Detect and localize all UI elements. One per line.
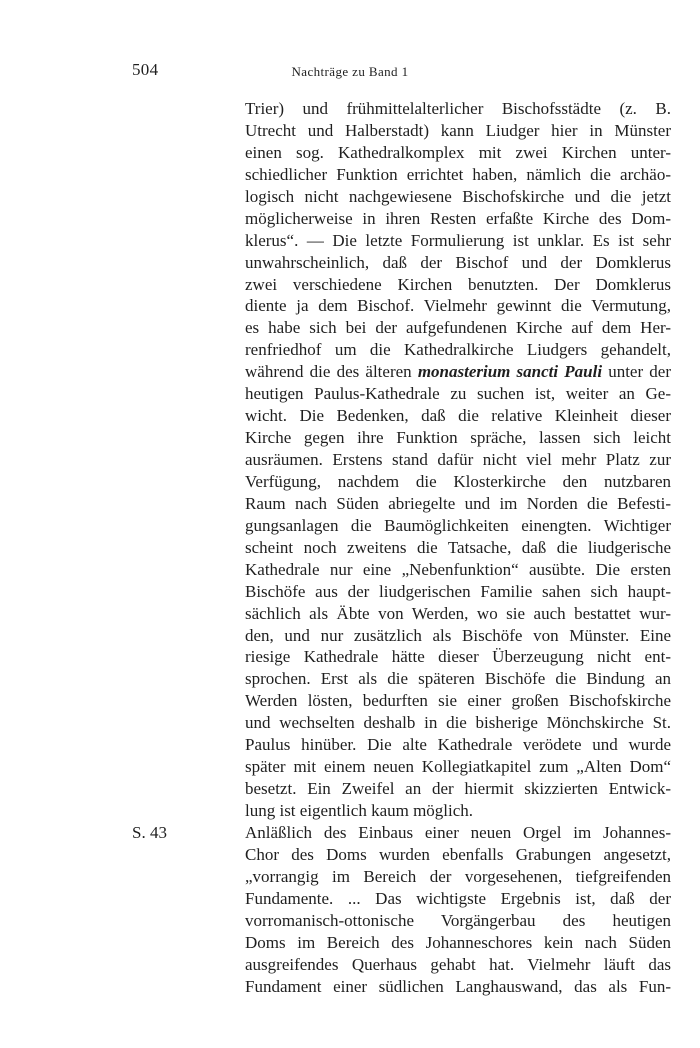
text-line: Werden lösten, bedurften sie einer großen Bischofskirche: [245, 691, 671, 711]
text-line: Trier) und frühmittelalterlicher Bischofsstädte (z. B.: [245, 99, 671, 118]
text-line: und wechselten deshalb in die bisherige Mönchskirche St.: [245, 713, 671, 733]
text-line: vorromanisch-ottonische Vorgängerbau des heutigen: [245, 910, 671, 930]
text-line: wicht. Die Bedenken, daß die relative Kleinheit dieser: [245, 406, 671, 426]
text-line: heutigen Paulus-Kathedrale zu suchen ist, weiter an Ge-: [245, 384, 671, 404]
text-line: es habe sich bei der aufgefundenen Kirche auf dem Her-: [245, 318, 671, 338]
text-line: unwahrscheinlich, daß der Bischof und der Domklerus: [245, 252, 671, 272]
paragraph-1: [245, 98, 671, 822]
text-line: Verfügung, nachdem die Klosterkirche den nutzbaren: [245, 471, 671, 491]
text-line: Bischöfe aus der liudgerischen Familie sahen sich haupt-: [245, 581, 671, 601]
body-text: [245, 98, 671, 997]
page-number: 504: [132, 60, 159, 79]
text-line: ausräumen. Erstens stand dafür nicht viel mehr Platz zur: [245, 450, 671, 469]
text-line: Raum nach Süden abriegelte und im Norden die Befesti-: [245, 493, 671, 513]
text-line: den, und nur zusätzlich als Bischöfe von Münster. Eine: [245, 625, 671, 645]
text-line: sächlich als Äbte von Werden, wo sie auch bestattet wur-: [245, 603, 671, 623]
text-line: lung ist eigentlich kaum möglich.: [245, 801, 474, 820]
text-line: klerus“. — Die letzte Formulierung ist unklar. Es ist sehr: [245, 230, 671, 250]
text-line: scheint noch zweitens die Tatsache, daß die liudgerische: [245, 537, 671, 557]
text-line: Fundament einer südlichen Langhauswand, das als Fun-: [245, 976, 671, 996]
text-line: diente ja dem Bischof. Vielmehr gewinnt die Vermutung,: [245, 296, 671, 316]
emphasized-latin-term: monasterium sancti Pauli: [417, 362, 603, 382]
text-line: Kirche gegen ihre Funktion spräche, lassen sich leicht: [245, 428, 671, 448]
margin-note-page-reference: S. 43: [132, 823, 167, 842]
text-line: einen sog. Kathedralkomplex mit zwei Kirchen unter-: [245, 142, 671, 162]
paragraph-2: [245, 822, 671, 998]
text-line: „vorrangig im Bereich der vorgesehenen, tiefgreifenden: [245, 866, 671, 886]
text-line: Chor des Doms wurden ebenfalls Grabungen angesetzt,: [245, 844, 671, 864]
text-segment: unter der: [602, 362, 671, 382]
text-line-with-emphasis: [245, 361, 671, 383]
text-line: Doms im Bereich des Johanneschores kein nach Süden: [245, 932, 671, 952]
text-line: schiedlicher Funktion errichtet haben, nämlich die archäo-: [245, 164, 671, 184]
text-line: Anläßlich des Einbaus einer neuen Orgel im Johannes-: [245, 822, 671, 842]
text-line: riesige Kathedrale hätte dieser Überzeugung nicht ent-: [245, 647, 671, 667]
text-line: besetzt. Ein Zweifel an der hiermit skizzierten Entwick-: [245, 779, 671, 799]
text-segment: während die des älteren: [245, 362, 418, 382]
text-line: möglicherweise in ihren Resten erfaßte Kirche des Dom-: [245, 208, 671, 228]
text-line: Paulus hinüber. Die alte Kathedrale verödete und wurde: [245, 735, 671, 755]
running-head: Nachträge zu Band 1: [291, 64, 409, 79]
text-line: ausgreifendes Querhaus gehabt hat. Vielmehr läuft das: [245, 954, 671, 974]
text-line: logisch nicht nachgewiesene Bischofskirche und die jetzt: [245, 186, 671, 206]
text-line: renfriedhof um die Kathedralkirche Liudgers gehandelt,: [245, 340, 671, 360]
text-line: Fundamente. ... Das wichtigste Ergebnis ist, daß der: [245, 888, 671, 908]
text-line: später mit einem neuen Kollegiatkapitel zum „Alten Dom“: [245, 757, 671, 777]
text-line: zwei verschiedene Kirchen benutzten. Der Domklerus: [245, 274, 671, 294]
text-line: Utrecht und Halberstadt) kann Liudger hier in Münster: [245, 120, 671, 140]
text-line: sprochen. Erst als die späteren Bischöfe die Bindung an: [245, 669, 671, 689]
text-line: Kathedrale nur eine „Nebenfunktion“ ausübte. Die ersten: [245, 559, 671, 579]
text-line: gungsanlagen die Baumöglichkeiten einengten. Wichtiger: [245, 515, 671, 535]
